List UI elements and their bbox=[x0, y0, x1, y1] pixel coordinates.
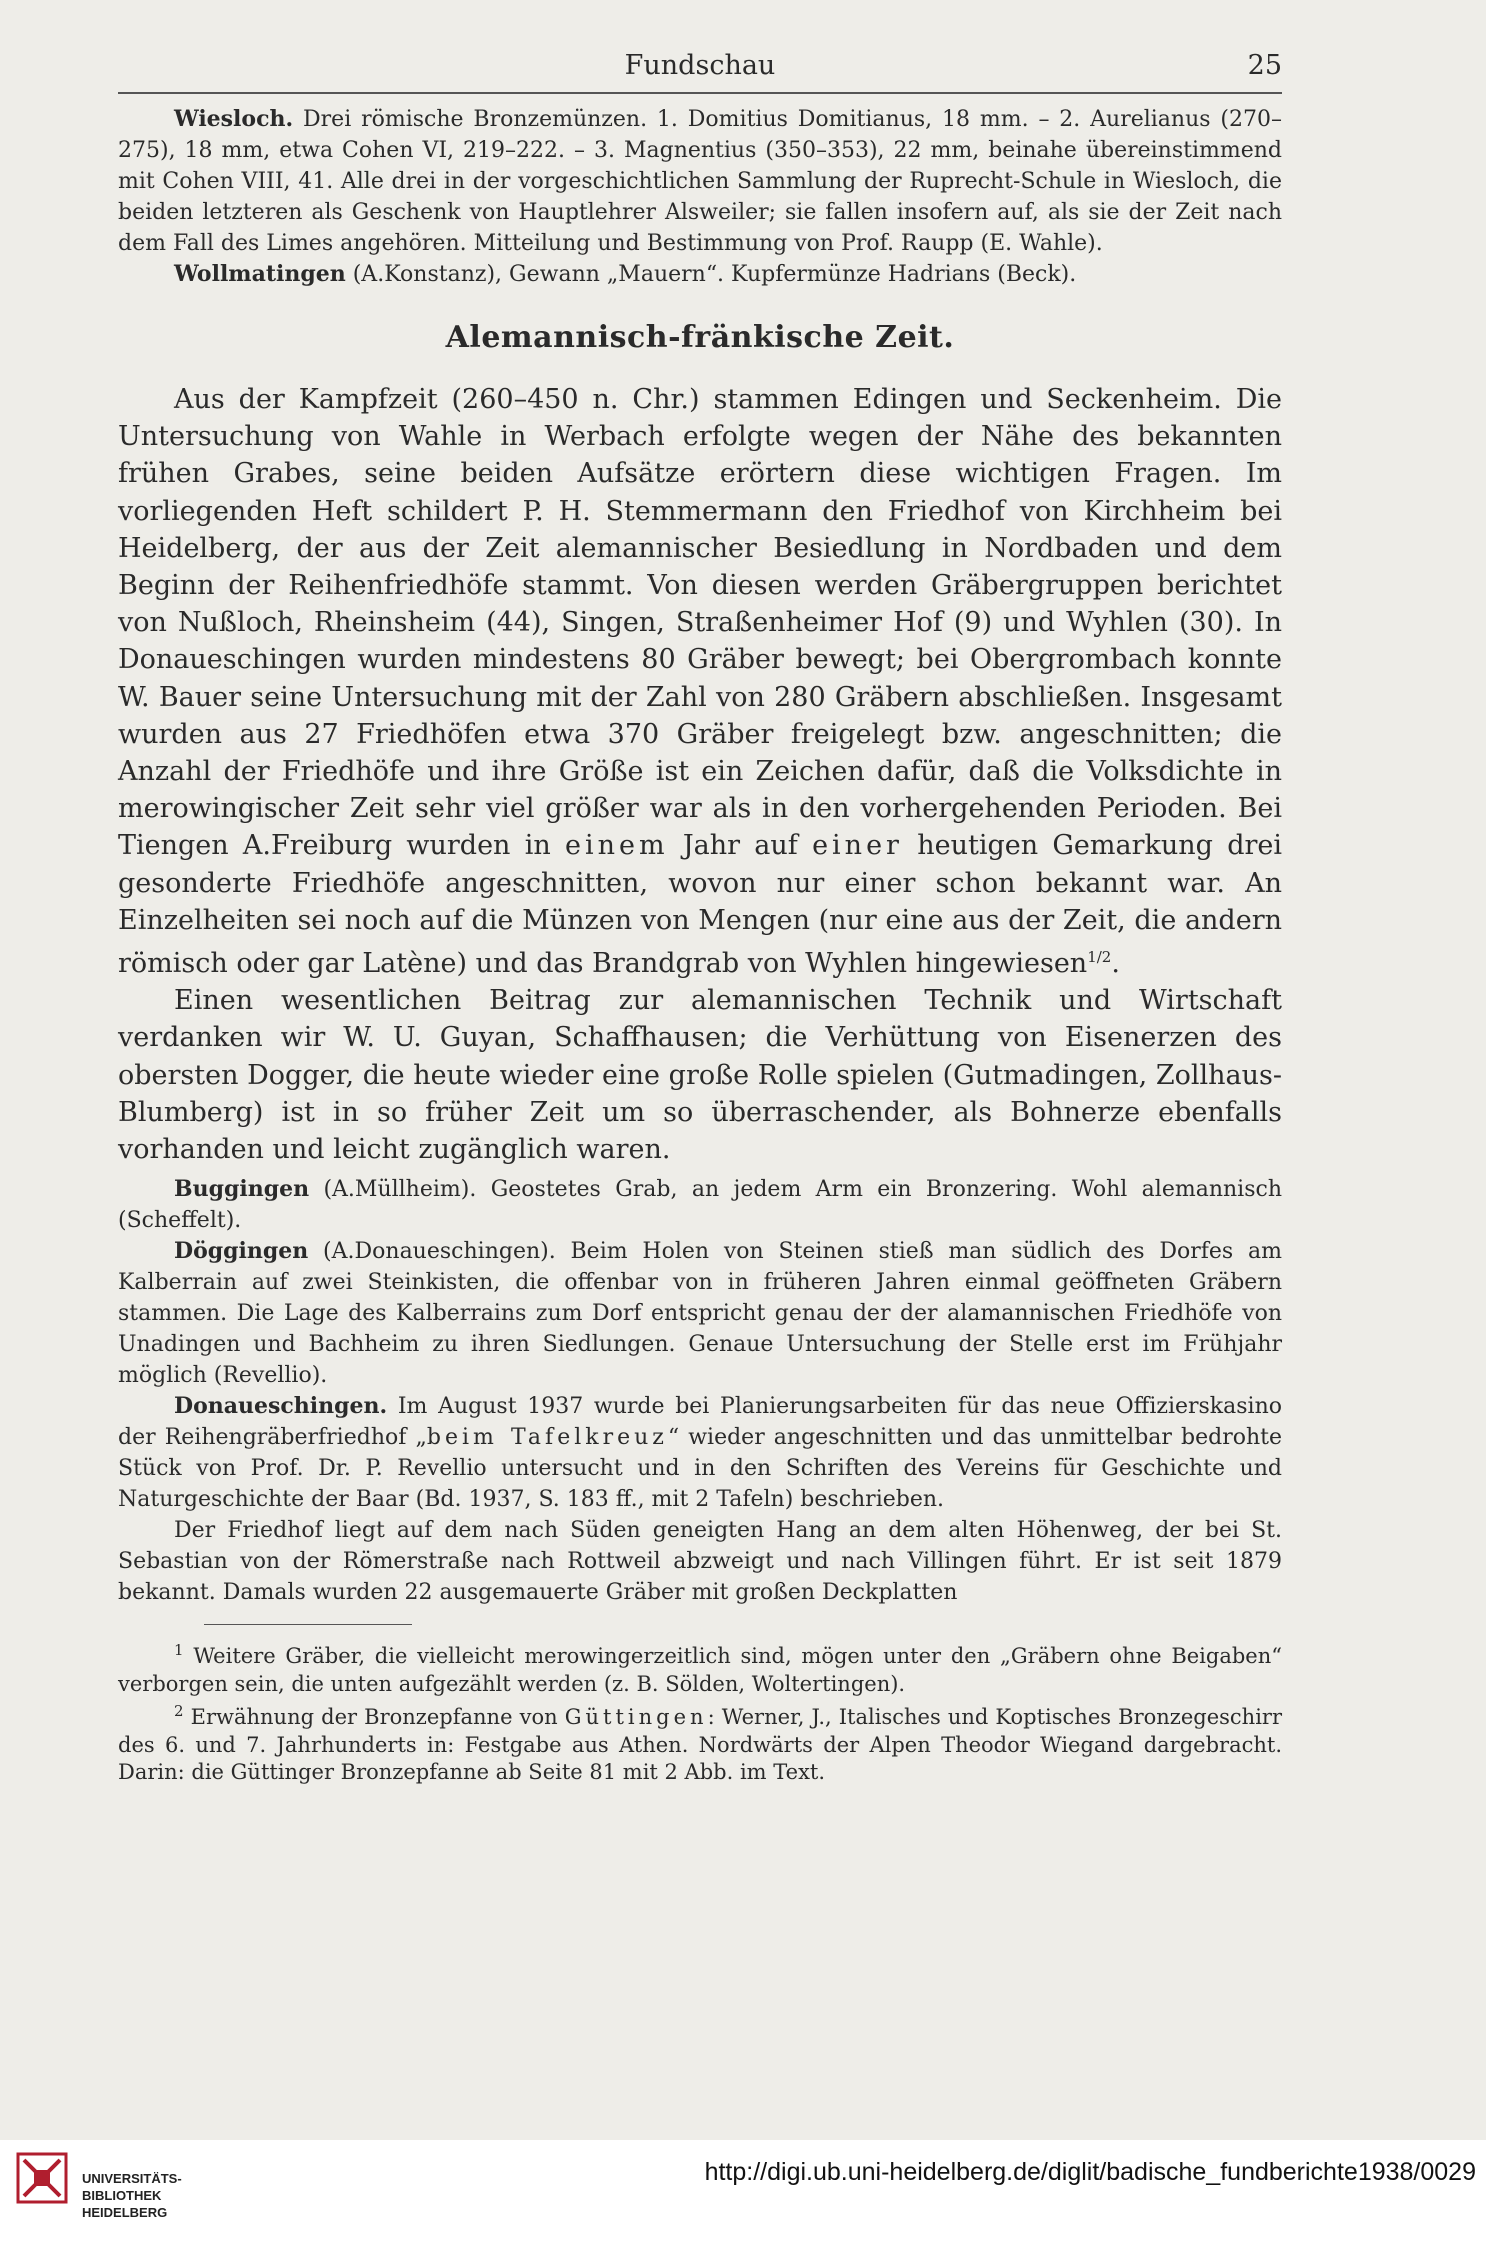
place-name: Wollmatingen bbox=[174, 261, 346, 287]
institution-line: BIBLIOTHEK bbox=[82, 2188, 162, 2203]
entry-doeggingen bbox=[118, 1236, 1282, 1391]
running-title: Fundschau bbox=[624, 50, 776, 81]
entry-buggingen bbox=[118, 1174, 1282, 1236]
footnote-mark: 1 bbox=[174, 1641, 184, 1660]
footnote-text: Weitere Gräber, die vielleicht merowingerzeitlich sind, mögen unter den „Gräbern ohne Beigaben“ verborgen sein, die unten aufgezählt werden (z. B. Sölden, Woltertingen). bbox=[118, 1644, 1282, 1696]
entry-text: (A.Müllheim). Geostetes Grab, an jedem Arm ein Bronzering. Wohl alemannisch (Scheffelt). bbox=[118, 1177, 1282, 1234]
entry-text: (A.Donaueschingen). Beim Holen von Steinen stieß man südlich des Dorfes am Kalberrain auf zwei Steinkisten, die offenbar von in früheren Jahren einmal geöffneten Gräbern stammen. Die Lage des Kalberrains zum Dorf entspricht genau der der alamannischen Friedhöfe von Unadingen und Bachheim zu ihren Siedlungen. Genaue Untersuchung der Stelle erst im Frühjahr möglich (Revellio). bbox=[118, 1239, 1282, 1389]
place-name: Buggingen bbox=[174, 1176, 310, 1203]
entry-text: Drei römische Bronzemünzen. 1. Domitius Domitianus, 18 mm. – 2. Aurelianus (270–275), 18 mm, etwa Cohen VI, 219–222. – 3. Magnentius (350–353), 22 mm, beinahe übereinstimmend mit Cohen VIII, 41. Alle drei in der vorgeschichtlichen Sammlung der Ruprecht-Schule in Wiesloch, die beiden letzteren als Geschenk von Hauptlehrer Alsweiler; sie fallen insofern auf, als sie der Zeit nach dem Fall des Limes angehören. Mitteilung und Bestimmung von Prof. Raupp (E. Wahle). bbox=[118, 107, 1282, 256]
text-run: heutigen Gemarkung drei gesonderte Friedhöfe angeschnitten, wovon nur einer schon bekannt war. An Einzelheiten sei noch auf die Münzen von Mengen (nur eine aus der Zeit, die andern römisch oder gar Latène) und das Brandgrab von Wyhlen hingewiesen bbox=[118, 830, 1282, 980]
institution-line: UNIVERSITÄTS- bbox=[82, 2171, 182, 2186]
text-run: Im August 1937 wurde bei Planierungsarbeiten für das neue Offizierskasino der Reihengräberfriedhof „ bbox=[118, 1394, 1282, 1451]
spaced-text: Güttingen bbox=[564, 1705, 708, 1730]
body-paragraph: Einen wesentlichen Beitrag zur alemannischen Technik und Wirtschaft verdanken wir W. U. Guyan, Schaffhausen; die Verhüttung von Eisenerzen des obersten Dogger, die heute wieder eine große Rolle spielen (Gutmadingen, Zollhaus-Blumberg) ist in so früher Zeit um so überraschender, als Bohnerze ebenfalls vorhanden und leicht zugänglich waren. bbox=[118, 985, 1282, 1166]
institution-name bbox=[82, 2170, 182, 2221]
footnote-mark: 2 bbox=[174, 1702, 184, 1721]
footnote-divider bbox=[204, 1624, 412, 1625]
text-run: “ wieder angeschnitten und das unmittelbar bedrohte Stück von Prof. Dr. P. Revellio untersucht und in den Schriften des Vereins für Geschichte und Naturgeschichte der Baar (Bd. 1937, S. 183 ff., mit 2 Tafeln) beschrieben. bbox=[118, 1425, 1282, 1513]
footnote-text: : Werner, J., Italisches und Koptisches Bronzegeschirr des 6. und 7. Jahrhunderts in: Festgabe aus Athen. Nordwärts der Alpen Theodor Wiegand dargebracht. Darin: die Güttinger Bronzepfanne ab Seite 81 mit 2 Abb. im Text. bbox=[118, 1705, 1282, 1785]
place-name: Donaueschingen. bbox=[174, 1393, 388, 1420]
entry-wollmatingen bbox=[118, 259, 1282, 290]
entry-wiesloch bbox=[118, 104, 1282, 259]
spaced-text: einem bbox=[564, 830, 669, 862]
page-content bbox=[118, 104, 1282, 1787]
footnote-2 bbox=[118, 1698, 1282, 1787]
spaced-text: beim Tafelkreuz bbox=[426, 1425, 668, 1451]
spaced-text: einer bbox=[812, 830, 903, 862]
seal-icon bbox=[14, 2150, 70, 2206]
library-footer bbox=[0, 2140, 1486, 2249]
source-url-link[interactable]: http://digi.ub.uni-heidelberg.de/diglit/badische_fundberichte1938/0029 bbox=[704, 2158, 1476, 2186]
entry-donaueschingen bbox=[118, 1391, 1282, 1515]
page-number: 25 bbox=[1247, 50, 1282, 81]
footnote-1 bbox=[118, 1637, 1282, 1698]
section-heading: Alemannisch-fränkische Zeit. bbox=[445, 320, 955, 355]
place-name: Wiesloch. bbox=[174, 106, 294, 132]
place-name: Döggingen bbox=[174, 1238, 309, 1265]
footnote-text: Erwähnung der Bronzepfanne von bbox=[183, 1705, 565, 1730]
text-run: . bbox=[1111, 948, 1120, 980]
text-run: Aus der Kampfzeit (260–450 n. Chr.) stammen Edingen und Seckenheim. Die Untersuchung von Wahle in Werbach erfolgte wegen der Nähe des bekannten frühen Grabes, seine beiden Aufsätze erörtern diese wichtigen Fragen. Im vorliegenden Heft schildert P. H. Stemmermann den Friedhof von Kirchheim bei Heidelberg, der aus der Zeit alemannischer Besiedlung in Nordbaden und dem Beginn der Reihenfriedhöfe stammt. Von diesen werden Gräbergruppen berichtet von Nußloch, Rheinsheim (44), Singen, Straßenheimer Hof (9) und Wyhlen (30). In Donaueschingen wurden mindestens 80 Gräber bewegt; bei Obergrombach konnte W. Bauer seine Untersuchung mit der Zahl von 280 Gräbern abschließen. Insgesamt wurden aus 27 Friedhöfen etwa 370 Gräber freigelegt bzw. angeschnitten; die Anzahl der Friedhöfe und ihre Größe ist ein Zeichen dafür, daß die Volksdichte in merowingischer Zeit sehr viel größer war als in den vorhergehenden Perioden. Bei Tiengen A.Freiburg wurden in bbox=[118, 384, 1282, 862]
entry-text: (A.Konstanz), Gewann „Mauern“. Kupfermünze Hadrians (Beck). bbox=[345, 262, 1077, 287]
entry-donaueschingen-continued: Der Friedhof liegt auf dem nach Süden geneigten Hang an dem alten Höhenweg, der bei St. Sebastian von der Römerstraße nach Rottweil abzweigt und nach Villingen führt. Er ist seit 1879 bekannt. Damals wurden 22 ausgemauerte Gräber mit großen Deckplatten bbox=[118, 1518, 1282, 1606]
institution-line: HEIDELBERG bbox=[82, 2205, 168, 2220]
body-paragraph bbox=[118, 381, 1282, 982]
running-header bbox=[118, 48, 1282, 94]
footnote-reference: 1/2 bbox=[1087, 948, 1112, 967]
text-run: Jahr auf bbox=[668, 830, 813, 862]
